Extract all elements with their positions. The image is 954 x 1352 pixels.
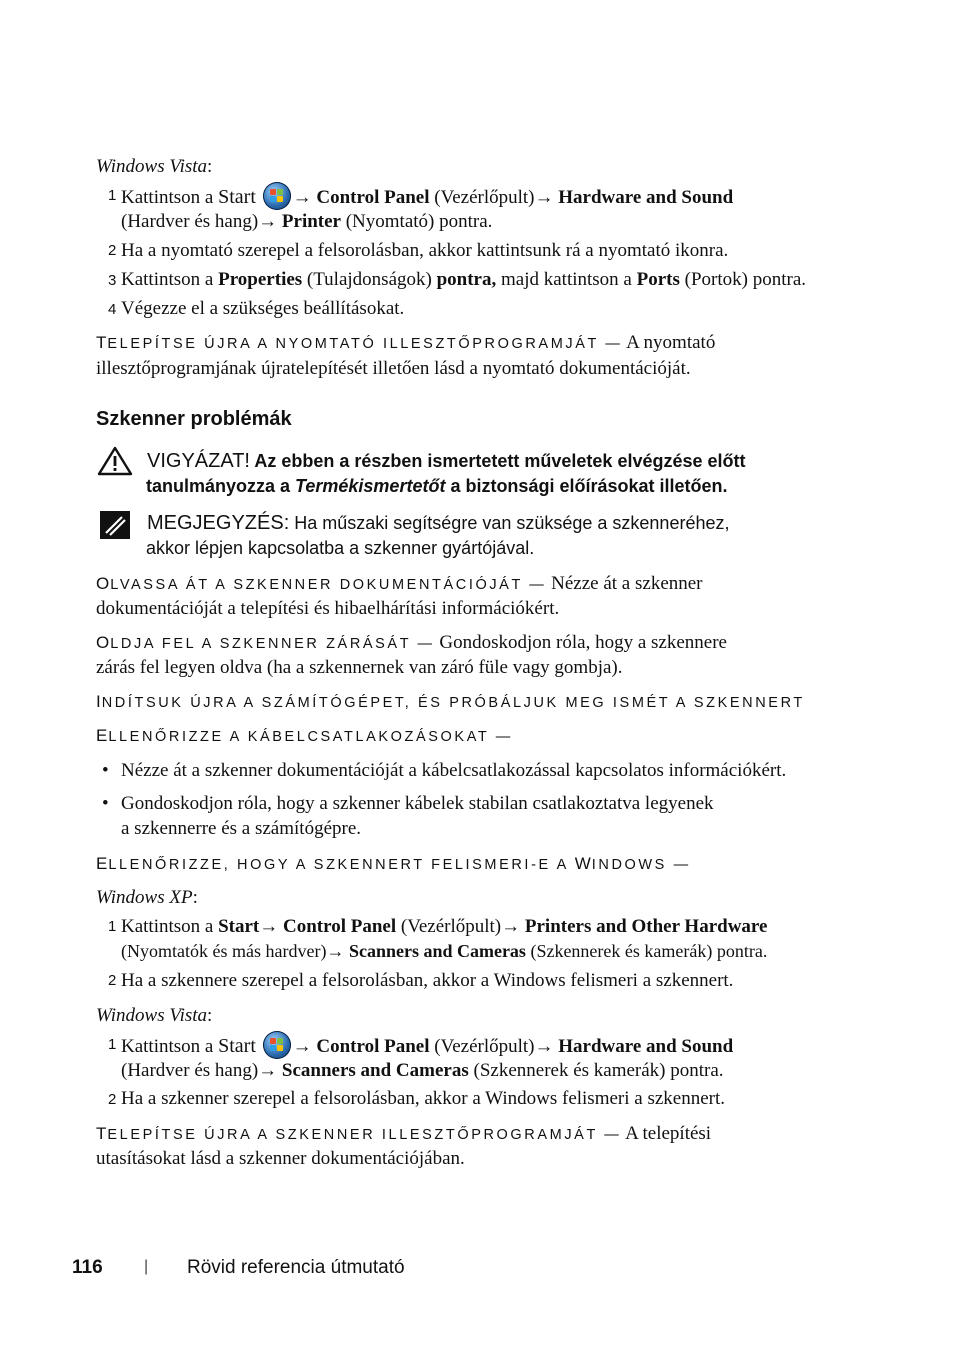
section-heading: ELLENŐRIZZE A KÁBELCSATLAKOZÁSOKAT — [96, 726, 513, 745]
os-label-xp: Windows XP: [96, 887, 198, 908]
bullet-item-2: Gondoskodjon róla, hogy a szkenner kábelek stabilan csatlakoztatva legyenek [121, 793, 714, 814]
step-vista2-2: Ha a szkenner szerepel a felsorolásban, akkor a Windows felismeri a szkennert. [121, 1088, 726, 1109]
step-xp-1-cont: (Nyomtatók és más hardver)→ Scanners and Cameras (Szkennerek és kamerák) pontra. [121, 941, 768, 961]
section-heading: INDÍTSUK ÚJRA A SZÁMÍTÓGÉPET, ÉS PRÓBÁLJUK MEG ISMÉT A SZKENNERT [96, 692, 805, 711]
section-heading: TELEPÍTSE ÚJRA A NYOMTATÓ ILLESZTŐPROGRAMJÁT — [96, 333, 623, 352]
reinstall-printer-driver-paragraph: TELEPÍTSE ÚJRA A NYOMTATÓ ILLESZTŐPROGRAMJÁT — A nyomtató [96, 332, 716, 353]
unlock-text: zárás fel legyen oldva (ha a szkennernek van záró füle vagy gombja). [96, 657, 623, 678]
windows-check-paragraph [96, 851, 691, 878]
bullet-item-2-cont: a szkennerre és a számítógépre. [121, 818, 362, 839]
os-label-vista-2: Windows Vista: [96, 1005, 213, 1026]
step-vista-2: Ha a nyomtató szerepel a felsorolásban, akkor kattintsunk rá a nyomtató ikonra. [121, 240, 729, 261]
reinstall-printer-text: illesztőprogramjának újratelepítését illetően lásd a nyomtató dokumentációját. [96, 358, 691, 379]
step-number: 1 [108, 1036, 117, 1053]
start-label: Start [218, 186, 256, 208]
section-heading: ELLENŐRIZZE, HOGY A SZKENNERT FELISMERI-E A WINDOWS — [96, 854, 691, 873]
caution-label: VIGYÁZAT! [147, 450, 250, 472]
page-number: 116 [72, 1257, 103, 1278]
section-heading: TELEPÍTSE ÚJRA A SZKENNER ILLESZTŐPROGRAMJÁT — [96, 1124, 622, 1143]
step-xp-2: Ha a szkennere szerepel a felsorolásban, akkor a Windows felismeri a szkennert. [121, 970, 734, 991]
caution-line-1: VIGYÁZAT! Az ebben a részben ismertetett műveletek elvégzése előtt [147, 450, 746, 472]
unlock-paragraph: OLDJA FEL A SZKENNER ZÁRÁSÁT — Gondoskodjon róla, hogy a szkennere [96, 632, 727, 653]
note-line-1: MEGJEGYZÉS: Ha műszaki segítségre van szüksége a szkenneréhez, [147, 512, 730, 534]
step-number: 2 [108, 972, 117, 989]
reinstall-scanner-text: utasításokat lásd a szkenner dokumentációjában. [96, 1148, 465, 1169]
os-label-vista-1: Windows Vista: [96, 156, 213, 177]
step-number: 2 [108, 1091, 117, 1108]
section-heading: OLVASSA ÁT A SZKENNER DOKUMENTÁCIÓJÁT — [96, 574, 547, 593]
step-vista-3: Kattintson a Properties (Tulajdonságok) pontra, majd kattintson a Ports (Portok) pontra. [121, 269, 807, 290]
reinstall-scanner-driver-paragraph: TELEPÍTSE ÚJRA A SZKENNER ILLESZTŐPROGRAMJÁT — A telepítési [96, 1123, 712, 1144]
note-label: MEGJEGYZÉS: [147, 512, 290, 534]
bullet-icon: • [102, 793, 109, 814]
note-pencil-icon [100, 511, 130, 539]
section-title: Szkenner problémák [96, 408, 292, 430]
note-line-2: akkor lépjen kapcsolatba a szkenner gyártójával. [146, 538, 535, 558]
step-vista-1: Kattintson a Start → Control Panel (Vezérlőpult)→ Hardware and Sound [121, 182, 733, 210]
caution-line-2: tanulmányozza a Termékismertetőt a biztonsági előírásokat illetően. [146, 476, 728, 496]
step-vista2-1: Kattintson a Start → Control Panel (Vezérlőpult)→ Hardware and Sound [121, 1031, 733, 1059]
footer-separator: | [144, 1258, 149, 1275]
read-doc-text: dokumentációját a telepítési és hibaelhárítási információkért. [96, 598, 560, 619]
step-number: 1 [108, 918, 117, 935]
section-heading: OLDJA FEL A SZKENNER ZÁRÁSÁT — [96, 633, 435, 652]
step-number: 1 [108, 187, 117, 204]
windows-start-orb-icon [263, 182, 291, 210]
step-xp-1: Kattintson a Start→ Control Panel (Vezérlőpult)→ Printers and Other Hardware [121, 916, 768, 937]
footer-title: Rövid referencia útmutató [187, 1257, 405, 1278]
read-doc-paragraph: OLVASSA ÁT A SZKENNER DOKUMENTÁCIÓJÁT — Nézze át a szkenner [96, 573, 703, 594]
bullet-item-1: Nézze át a szkenner dokumentációját a kábelcsatlakozással kapcsolatos információkért. [121, 760, 787, 781]
step-number: 2 [108, 242, 117, 259]
cables-paragraph [96, 723, 513, 750]
bullet-icon: • [102, 760, 109, 781]
step-number: 4 [108, 301, 117, 318]
warning-triangle-icon [97, 446, 133, 476]
step-number: 3 [108, 272, 117, 289]
step-vista-1-cont: (Hardver és hang)→ Printer (Nyomtató) pontra. [121, 211, 493, 232]
step-vista-4: Végezze el a szükséges beállításokat. [121, 298, 405, 319]
windows-start-orb-icon [263, 1031, 291, 1059]
start-label: Start [218, 1035, 256, 1057]
restart-paragraph [96, 689, 805, 716]
step-vista2-1-cont: (Hardver és hang)→ Scanners and Cameras (Szkennerek és kamerák) pontra. [121, 1060, 724, 1081]
